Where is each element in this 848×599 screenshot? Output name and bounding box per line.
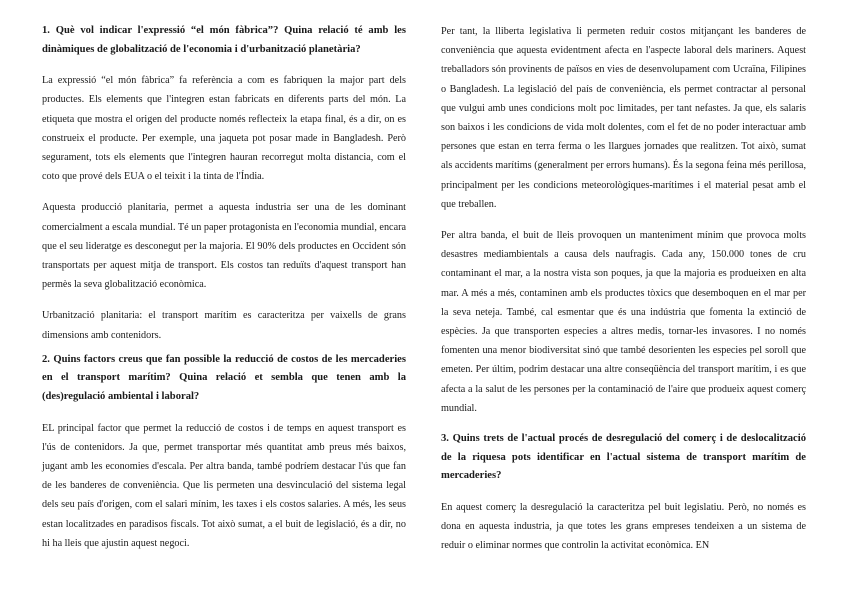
question-1-heading: 1. Què vol indicar l'expressió “el món fàbrica”? Quina relació té amb les dinàmiques de globalització de l'economia i d'urbanització planetària?: [42, 25, 406, 55]
question-3-heading: 3. Quins trets de l'actual procés de desregulació del comerç i de deslocalització de la riquesa pots identificar en l'actual sistema de transport marítim de mercaderies?: [441, 433, 806, 482]
question-2-paragraph-1: EL principal factor que permet la reducció de costos i de temps en aquest transport es l'ús de contenidors. Ja que, permet transportar més quantitat amb preus més baixos, jugant amb les economies d'escala. Per altra banda, també podríem destacar l'ús que fan de les banderes de conveniència. Que lis permeten una desvinculació del sistema legal dels seu país d'origen, com el salari mínim, les taxes i els costos salaries. A més, les seus estan localitzades en paradisos fiscals. Tot això sumat, a el buit de legislació, és a dir, no hi ha lleis que ajustin aquest negoci.: [42, 422, 406, 549]
question-3-paragraph-1: En aquest comerç la desregulació la caracteritza pel buit legislatiu. Però, no només es dona en aquesta industria, ja que totes les grans empreses tendeixen a un sistema de reduir o eliminar normes que controlin la activitat econòmica. EN: [441, 501, 806, 552]
question-1-paragraph-3: Urbanització planitaria: el transport marítim es caracteritza per vaixells de grans dimensions amb contenidors.: [42, 310, 406, 341]
question-2-paragraph-3: Per altra banda, el buit de lleis provoquen un manteniment mínim que provoca molts desastres mediambientals a causa dels naufragis. Cada any, 150.000 tones de cru contaminant el mar, a la nostra vista son poques, ja que la majoria es produeixen en alta mar. A més a més, contaminen amb els productes tòxics que desemboquen en el mar per la seva neteja. També, cal esmentar que és una indústria que fomenta la extinció de espècies. Ja que transporten especies a altres medis, tornar-les invasores. I no només fomenten una menor biodiversitat sinó que també desorienten les especies pel soroll que emeten. Per últim, podrim destacar una altre conseqüència del transport marítim, i es que afecta a la salut de les persones per la contaminació de l'aire que produeix aquest comerç mundial.: [441, 230, 806, 414]
right-column: [441, 22, 806, 567]
question-1-paragraph-2: Aquesta producció planitaria, permet a aquesta industria ser una de les dominant comercialment a escala mundial. Té un paper protagonista en l'economia mundial, encara que el seu lideratge es desconegut per la majoria. El 90% dels productes en Occident són transportats per aquest mitja de transport. Els costos tan reduïts d'aquest transport han permès la seva globalització econòmica.: [42, 202, 407, 291]
question-2-paragraph-2: Per tant, la lliberta legislativa li permeten reduir costos mitjançant les banderes de conveniència que aquesta evidentment afecta en l'aspecte laboral dels mariners. Aquest treballadors són provinents de països en vies de desenvolupament com Ucraïna, Filipines o Bangladesh. La legislació del país de conveniència, els permet contractar al personal que vulgui amb unes condicions molt poc limitades, per tant nefastes. Ja que, els salaris son baixos i les condicions de vida molt dolentes, com el fet de no poder interactuar amb persones que estan en terra ferma o les llargues jornades que realitzen. Tot això, sumat als accidents marítims (generalment per errors humans). És la segona feina més perillosa, principalment per les condicions meteorològiques-marítimes i el material pesat amb el que treballen.: [441, 26, 806, 210]
question-2-heading: 2. Quins factors creus que fan possible la reducció de costos de les mercaderies en el transport marítim? Quina relació et sembla que tenen amb la (des)regulació ambiental i laboral?: [42, 353, 406, 403]
question-1-paragraph-1: La expressió “el món fàbrica” fa referència a com es fabriquen la major part dels productes. Els elements que l'integren estan fabricats en diferents parts del món. La etiqueta que mostra el origen del producte només reflecteix la etapa final, és a dir, on es construeix el producte. Per exemple, una jaqueta pot posar made in Bangladesh. Però segurament, tots els elements que l'integren hauran recorregut molta distancia, com el coto que prové dels EUA o el teixit i la tinta de l'Índia.: [42, 75, 406, 183]
left-column: [42, 22, 406, 565]
